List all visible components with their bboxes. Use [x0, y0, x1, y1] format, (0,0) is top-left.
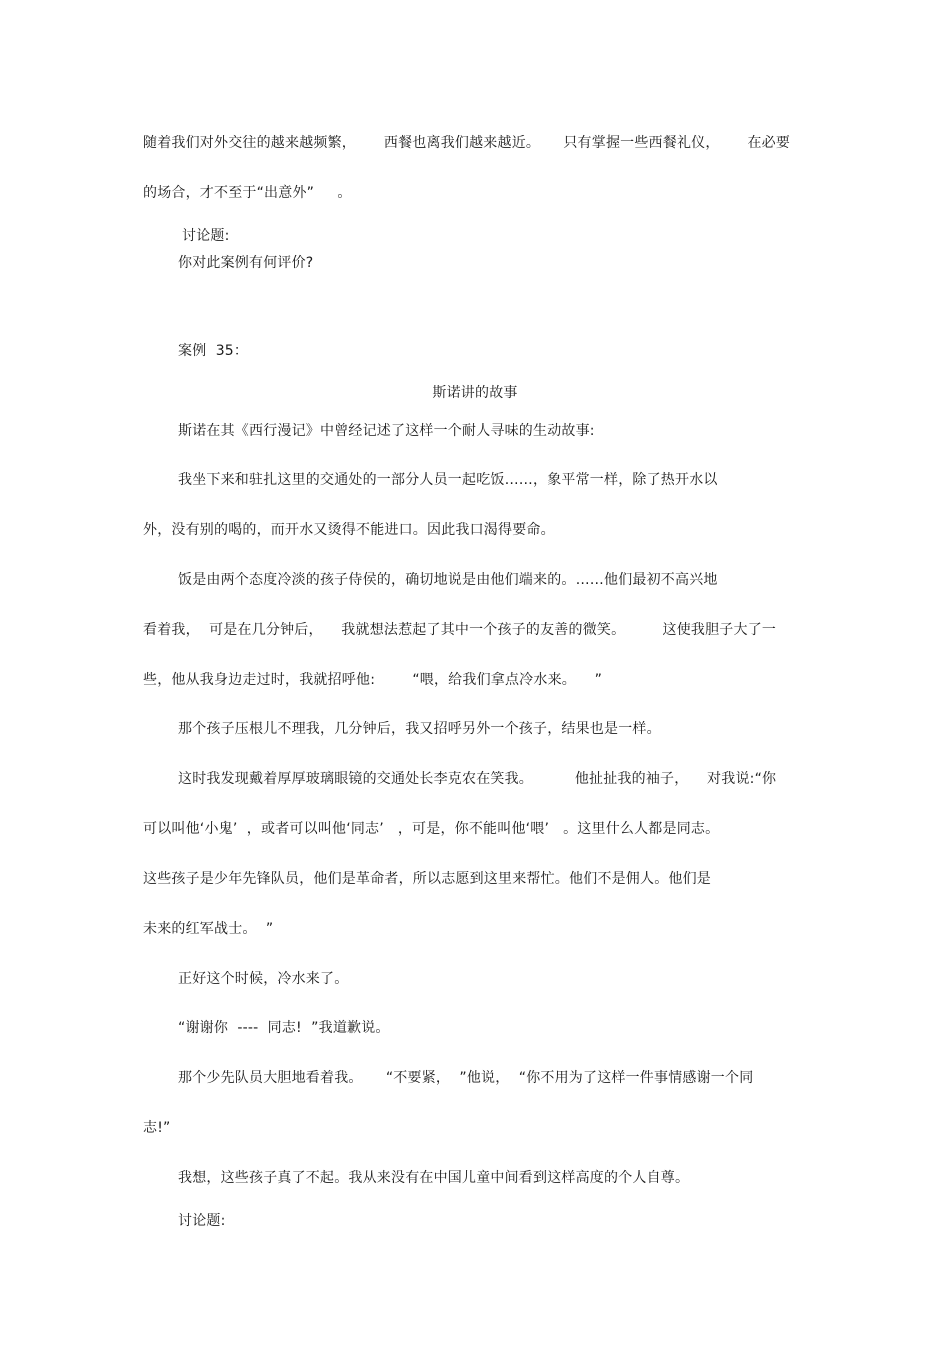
- paragraph-line: 饭是由两个态度冷淡的孩子侍侯的，确切地说是由他们端来的。……他们最初不高兴地: [178, 572, 718, 588]
- paragraph-line: 随着我们对外交往的越来越频繁， 西餐也离我们越来越近。 只有掌握一些西餐礼仪， 在必要: [143, 135, 791, 151]
- paragraph-line: 可以叫他‘小鬼’ ，或者可以叫他‘同志’ ，可是，你不能叫他‘喂’ 。这里什么人都是同志。: [143, 821, 720, 837]
- paragraph-line: 我坐下来和驻扎这里的交通处的一部分人员一起吃饭……，象平常一样，除了热开水以: [178, 472, 718, 488]
- paragraph-line: 那个少先队员大胆地看着我。 “不要紧， ”他说， “你不用为了这样一件事情感谢一个同: [178, 1070, 754, 1086]
- paragraph-line: 看着我， 可是在几分钟后， 我就想法惹起了其中一个孩子的友善的微笑。 这使我胆子大了一: [143, 622, 777, 638]
- paragraph-line: 志!”: [143, 1120, 171, 1136]
- case-number: 案例 35：: [178, 343, 249, 359]
- paragraph-line: 未来的红军战士。 ”: [143, 921, 274, 937]
- paragraph-line: 的场合，才不至于“出意外” 。: [143, 185, 352, 201]
- paragraph-line: 斯诺在其《西行漫记》中曾经记述了这样一个耐人寻味的生动故事:: [178, 423, 595, 439]
- case-title: 斯诺讲的故事: [432, 385, 518, 401]
- paragraph-line: 正好这个时候，冷水来了。: [178, 971, 349, 987]
- paragraph-line: 这时我发现戴着厚厚玻璃眼镜的交通处长李克农在笑我。 他扯扯我的袖子， 对我说:“你: [178, 771, 777, 787]
- paragraph-line: 些，他从我身边走过时，我就招呼他: “喂，给我们拿点冷水来。 ”: [143, 672, 603, 688]
- paragraph-line: “谢谢你 ---- 同志! ”我道歉说。: [178, 1020, 390, 1036]
- paragraph-line: 外，没有别的喝的，而开水又烫得不能进口。因此我口渴得要命。: [143, 522, 555, 538]
- discussion-heading: 讨论题:: [182, 228, 230, 244]
- paragraph-line: 那个孩子压根儿不理我，几分钟后，我又招呼另外一个孩子，结果也是一样。: [178, 721, 661, 737]
- paragraph-line: 这些孩子是少年先锋队员，他们是革命者，所以志愿到这里来帮忙。他们不是佣人。他们是: [143, 871, 711, 887]
- discussion-heading: 讨论题:: [178, 1213, 226, 1229]
- paragraph-line: 我想，这些孩子真了不起。我从来没有在中国儿童中间看到这样高度的个人自尊。: [178, 1170, 690, 1186]
- discussion-question: 你对此案例有何评价?: [178, 255, 314, 271]
